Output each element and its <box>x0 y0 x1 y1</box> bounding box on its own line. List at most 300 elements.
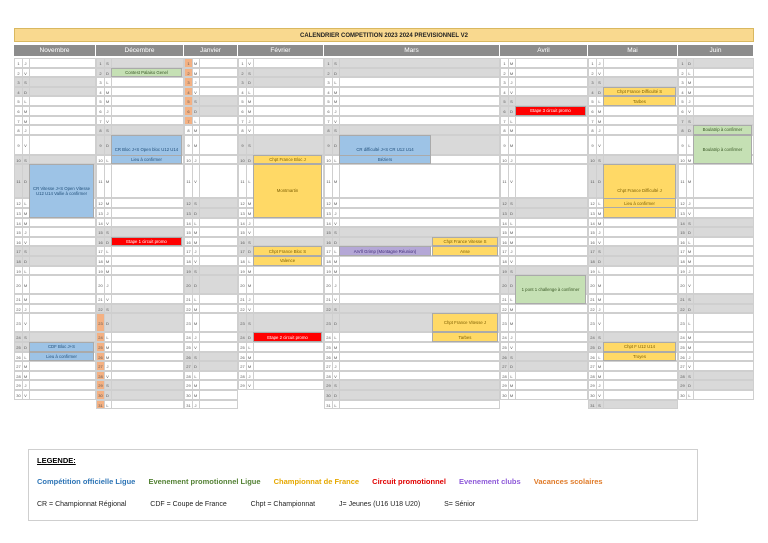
day-cell <box>324 294 500 304</box>
day-number: 14 <box>589 219 597 227</box>
day-number: 5 <box>501 97 509 105</box>
day-letter: J <box>596 126 604 134</box>
day-letter: S <box>22 333 30 341</box>
day-letter: J <box>246 295 254 303</box>
day-number: 21 <box>15 295 23 303</box>
day-number: 24 <box>501 333 509 341</box>
day-cell <box>678 208 754 218</box>
day-letter: S <box>104 126 112 134</box>
day-letter: M <box>332 257 340 265</box>
day-number: 30 <box>325 391 333 399</box>
day-number: 20 <box>239 276 247 293</box>
day-number: 4 <box>15 88 23 96</box>
day-letter: D <box>246 156 254 164</box>
day-number: 22 <box>589 305 597 313</box>
day-number: 4 <box>239 88 247 96</box>
day-cell <box>184 380 238 390</box>
day-letter: L <box>22 353 30 361</box>
day-number: 7 <box>589 117 597 125</box>
day-number: 3 <box>501 78 509 86</box>
day-cell <box>14 227 96 237</box>
calendar-event: Chpt France Vitesse J <box>432 313 498 332</box>
day-number: 5 <box>679 97 687 105</box>
day-cell <box>96 246 184 256</box>
day-letter: D <box>332 391 340 399</box>
day-letter: V <box>246 305 254 313</box>
day-cell <box>14 390 96 400</box>
day-letter: V <box>246 126 254 134</box>
day-number: 16 <box>589 238 597 246</box>
legend-france: Championnat de France <box>273 477 360 486</box>
day-cell <box>678 390 754 400</box>
day-number: 17 <box>325 247 333 255</box>
day-cell <box>14 218 96 228</box>
legend-abbrevs <box>37 501 497 508</box>
day-number: 2 <box>15 69 23 77</box>
day-letter: V <box>686 209 694 217</box>
day-number: 8 <box>185 126 193 134</box>
day-cell <box>588 332 678 342</box>
day-letter: D <box>686 59 694 67</box>
day-number: 22 <box>679 305 687 313</box>
day-number: 29 <box>501 381 509 389</box>
day-cell <box>500 198 588 208</box>
day-number: 22 <box>501 305 509 313</box>
day-cell <box>14 380 96 390</box>
day-cell <box>184 400 238 410</box>
day-number: 10 <box>679 156 687 164</box>
day-number: 26 <box>325 353 333 361</box>
day-letter: M <box>192 136 200 154</box>
calendar-event: Béziers <box>339 155 431 165</box>
day-number: 28 <box>15 372 23 380</box>
day-cell <box>588 313 678 332</box>
calendar-event: Chpt France Difficulté S <box>603 87 676 97</box>
day-letter: J <box>22 381 30 389</box>
day-number: 11 <box>589 165 597 197</box>
day-cell <box>184 96 238 106</box>
day-letter: V <box>332 219 340 227</box>
day-number: 26 <box>185 353 193 361</box>
day-cell <box>500 96 588 106</box>
day-letter: J <box>22 126 30 134</box>
day-number: 13 <box>679 209 687 217</box>
day-number: 17 <box>501 247 509 255</box>
day-letter: J <box>508 78 516 86</box>
day-letter: M <box>192 238 200 246</box>
day-number: 10 <box>501 156 509 164</box>
day-number: 3 <box>325 78 333 86</box>
day-letter: S <box>596 156 604 164</box>
day-cell <box>238 342 324 352</box>
day-cell <box>14 87 96 97</box>
day-cell <box>184 371 238 381</box>
day-letter: S <box>596 247 604 255</box>
day-number: 19 <box>501 267 509 275</box>
day-number: 12 <box>679 199 687 207</box>
day-cell <box>184 256 238 266</box>
day-number: 22 <box>15 305 23 313</box>
day-cell <box>324 361 500 371</box>
day-number: 31 <box>325 401 333 409</box>
day-cell <box>588 304 678 314</box>
day-number: 29 <box>185 381 193 389</box>
day-number: 1 <box>501 59 509 67</box>
day-letter: M <box>192 69 200 77</box>
day-letter: L <box>22 267 30 275</box>
day-number: 8 <box>589 126 597 134</box>
day-cell <box>238 361 324 371</box>
day-cell <box>500 164 588 198</box>
day-letter: S <box>246 238 254 246</box>
day-number: 24 <box>679 333 687 341</box>
day-letter: D <box>686 381 694 389</box>
day-number: 23 <box>185 314 193 331</box>
day-cell <box>184 266 238 276</box>
calendar-event: Montmartin <box>253 164 322 217</box>
day-letter: M <box>332 199 340 207</box>
day-letter: J <box>332 362 340 370</box>
day-cell <box>324 77 500 87</box>
day-letter: V <box>22 238 30 246</box>
day-letter: D <box>686 228 694 236</box>
day-cell <box>588 400 678 410</box>
day-number: 16 <box>679 238 687 246</box>
day-cell <box>238 77 324 87</box>
day-letter: M <box>246 267 254 275</box>
day-cell <box>96 304 184 314</box>
day-cell <box>96 313 184 332</box>
day-letter: V <box>192 257 200 265</box>
day-letter: D <box>508 107 516 115</box>
day-letter: L <box>596 267 604 275</box>
day-letter: S <box>246 314 254 331</box>
day-cell <box>14 58 96 68</box>
day-number: 28 <box>589 372 597 380</box>
day-letter: J <box>22 305 30 313</box>
day-cell <box>184 218 238 228</box>
day-letter: M <box>686 165 694 197</box>
day-cell <box>96 361 184 371</box>
calendar-title: CALENDRIER COMPETITION 2023 2024 PREVISIONNEL V2 <box>14 28 754 42</box>
day-letter: M <box>22 107 30 115</box>
day-number: 14 <box>501 219 509 227</box>
day-number: 5 <box>97 97 105 105</box>
day-cell <box>324 227 500 237</box>
day-number: 14 <box>679 219 687 227</box>
day-number: 10 <box>589 156 597 164</box>
day-letter: D <box>596 88 604 96</box>
day-number: 25 <box>15 343 23 351</box>
day-letter: M <box>508 136 516 154</box>
day-letter: J <box>192 156 200 164</box>
day-number: 23 <box>679 314 687 331</box>
day-number: 11 <box>325 165 333 197</box>
day-cell <box>238 116 324 126</box>
day-number: 14 <box>97 219 105 227</box>
day-letter: S <box>508 97 516 105</box>
calendar-event: Etape 3 circuit promo <box>515 106 586 116</box>
day-number: 3 <box>97 78 105 86</box>
day-cell <box>324 218 500 228</box>
day-letter: L <box>246 257 254 265</box>
day-letter: S <box>246 136 254 154</box>
day-number: 21 <box>679 295 687 303</box>
day-letter: V <box>508 343 516 351</box>
day-letter: D <box>332 238 340 246</box>
day-letter: M <box>192 391 200 399</box>
day-letter: V <box>22 69 30 77</box>
day-number: 6 <box>325 107 333 115</box>
day-number: 16 <box>15 238 23 246</box>
day-cell <box>588 237 678 247</box>
day-letter: S <box>104 305 112 313</box>
day-letter: D <box>508 276 516 293</box>
day-number: 9 <box>501 136 509 154</box>
day-number: 26 <box>239 353 247 361</box>
day-number: 26 <box>15 353 23 361</box>
day-letter: S <box>508 353 516 361</box>
day-letter: M <box>596 295 604 303</box>
day-cell <box>588 106 678 116</box>
day-cell <box>184 208 238 218</box>
day-cell <box>14 313 96 332</box>
day-letter: S <box>104 59 112 67</box>
day-number: 15 <box>185 228 193 236</box>
day-cell <box>238 294 324 304</box>
day-letter: D <box>246 333 254 341</box>
day-number: 13 <box>97 209 105 217</box>
day-cell <box>184 135 238 155</box>
day-cell <box>96 352 184 362</box>
day-cell <box>184 116 238 126</box>
day-number: 9 <box>185 136 193 154</box>
day-number: 26 <box>501 353 509 361</box>
day-number: 31 <box>589 401 597 409</box>
day-number: 15 <box>239 228 247 236</box>
day-number: 29 <box>239 381 247 389</box>
day-letter: L <box>104 78 112 86</box>
day-cell <box>14 155 96 165</box>
day-letter: M <box>246 276 254 293</box>
day-cell <box>678 313 754 332</box>
day-letter: S <box>332 228 340 236</box>
day-cell <box>96 227 184 237</box>
day-letter: J <box>246 372 254 380</box>
legend-categories <box>37 477 614 486</box>
day-letter: V <box>508 88 516 96</box>
day-cell <box>96 294 184 304</box>
day-letter: S <box>332 126 340 134</box>
day-number: 10 <box>185 156 193 164</box>
day-number: 7 <box>679 117 687 125</box>
day-cell <box>678 256 754 266</box>
month-header-3: Février <box>238 45 324 56</box>
day-letter: M <box>508 381 516 389</box>
day-cell <box>500 135 588 155</box>
day-cell <box>96 198 184 208</box>
day-number: 4 <box>589 88 597 96</box>
day-number: 1 <box>97 59 105 67</box>
day-letter: V <box>508 165 516 197</box>
day-cell <box>500 227 588 237</box>
day-number: 12 <box>15 199 23 207</box>
day-letter: M <box>508 238 516 246</box>
day-letter: D <box>508 209 516 217</box>
day-number: 25 <box>239 343 247 351</box>
day-number: 9 <box>97 136 105 154</box>
day-letter: L <box>508 372 516 380</box>
day-number: 6 <box>15 107 23 115</box>
day-number: 15 <box>325 228 333 236</box>
day-cell <box>184 68 238 78</box>
day-cell <box>184 332 238 342</box>
calendar-event: Etape 2 circuit promo <box>253 332 322 342</box>
day-number: 20 <box>679 276 687 293</box>
day-cell <box>14 275 96 294</box>
day-number: 12 <box>501 199 509 207</box>
day-letter: D <box>22 88 30 96</box>
day-number: 24 <box>239 333 247 341</box>
day-letter: M <box>508 391 516 399</box>
day-cell <box>184 164 238 198</box>
day-cell <box>238 68 324 78</box>
day-letter: D <box>104 238 112 246</box>
day-number: 5 <box>325 97 333 105</box>
day-letter: M <box>596 107 604 115</box>
day-number: 18 <box>97 257 105 265</box>
day-letter: V <box>596 391 604 399</box>
day-letter: V <box>596 69 604 77</box>
day-letter: L <box>192 295 200 303</box>
day-letter: J <box>104 276 112 293</box>
day-cell <box>238 106 324 116</box>
day-cell <box>96 106 184 116</box>
day-letter: L <box>332 333 340 341</box>
day-number: 11 <box>97 165 105 197</box>
day-number: 23 <box>501 314 509 331</box>
calendar-event: Chpt France Bloc J <box>253 155 322 165</box>
day-number: 2 <box>239 69 247 77</box>
day-number: 17 <box>679 247 687 255</box>
day-number: 3 <box>239 78 247 86</box>
day-cell <box>324 96 500 106</box>
day-number: 12 <box>97 199 105 207</box>
day-letter: V <box>686 276 694 293</box>
day-cell <box>184 313 238 332</box>
day-cell <box>500 237 588 247</box>
day-letter: M <box>104 267 112 275</box>
day-cell <box>184 227 238 237</box>
day-cell <box>184 87 238 97</box>
day-number: 12 <box>185 199 193 207</box>
day-number: 17 <box>97 247 105 255</box>
day-cell <box>324 68 500 78</box>
day-number: 4 <box>325 88 333 96</box>
day-cell <box>96 116 184 126</box>
day-cell <box>500 58 588 68</box>
day-letter: V <box>192 165 200 197</box>
day-letter: D <box>596 343 604 351</box>
day-letter: M <box>22 362 30 370</box>
abbrev-s: S= Sénior <box>444 501 476 508</box>
day-cell <box>324 125 500 135</box>
day-cell <box>184 125 238 135</box>
calendar-event: Boulatrip à confirmer <box>693 135 752 165</box>
day-cell <box>588 361 678 371</box>
day-cell <box>500 390 588 400</box>
day-letter: S <box>508 267 516 275</box>
day-letter: M <box>104 257 112 265</box>
day-cell <box>678 380 754 390</box>
day-cell <box>184 390 238 400</box>
day-cell <box>184 155 238 165</box>
day-letter: L <box>104 247 112 255</box>
day-cell <box>96 164 184 198</box>
day-cell <box>14 256 96 266</box>
day-cell <box>238 96 324 106</box>
day-letter: M <box>332 343 340 351</box>
day-letter: L <box>104 333 112 341</box>
day-number: 6 <box>97 107 105 115</box>
day-number: 1 <box>679 59 687 67</box>
legend-clubs: Evenement clubs <box>459 477 521 486</box>
day-letter: V <box>22 314 30 331</box>
day-number: 19 <box>325 267 333 275</box>
day-number: 1 <box>185 59 193 67</box>
day-letter: L <box>686 136 694 154</box>
day-cell <box>14 237 96 247</box>
month-header-2: Janvier <box>184 45 238 56</box>
day-letter: L <box>192 372 200 380</box>
day-cell <box>324 58 500 68</box>
day-cell <box>238 237 324 247</box>
day-cell <box>184 58 238 68</box>
day-letter: V <box>22 136 30 154</box>
day-letter: J <box>686 97 694 105</box>
day-number: 18 <box>15 257 23 265</box>
day-cell <box>500 68 588 78</box>
day-number: 22 <box>97 305 105 313</box>
day-cell <box>96 380 184 390</box>
day-letter: J <box>686 353 694 361</box>
day-number: 20 <box>185 276 193 293</box>
day-cell <box>500 371 588 381</box>
day-cell <box>588 371 678 381</box>
day-letter: S <box>686 295 694 303</box>
day-cell <box>588 77 678 87</box>
day-cell <box>500 155 588 165</box>
day-letter: J <box>508 156 516 164</box>
day-cell <box>588 135 678 155</box>
day-number: 2 <box>501 69 509 77</box>
day-number: 7 <box>97 117 105 125</box>
day-number: 18 <box>501 257 509 265</box>
day-number: 25 <box>325 343 333 351</box>
day-letter: V <box>104 295 112 303</box>
day-number: 30 <box>185 391 193 399</box>
day-number: 20 <box>589 276 597 293</box>
day-cell <box>14 106 96 116</box>
day-letter: L <box>596 353 604 361</box>
day-number: 14 <box>15 219 23 227</box>
day-number: 11 <box>501 165 509 197</box>
day-cell <box>324 87 500 97</box>
calendar-event: CR difficulté J+S CR U12 U14 <box>339 135 431 165</box>
day-cell <box>588 58 678 68</box>
day-letter: V <box>332 117 340 125</box>
day-letter: M <box>596 276 604 293</box>
